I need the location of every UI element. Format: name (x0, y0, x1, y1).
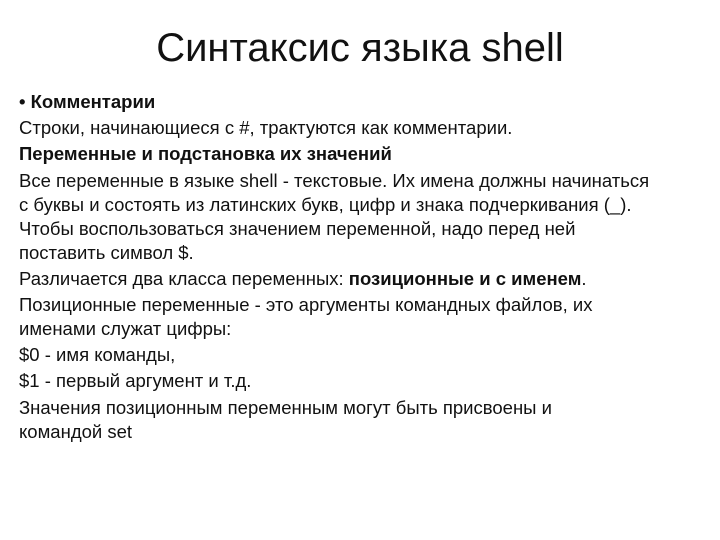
variables-line: с буквы и состоять из латинских букв, цифр и знака подчеркивания (_). (19, 193, 632, 215)
variables-line: Чтобы воспользоваться значением переменной, надо перед ней (19, 217, 576, 239)
classes-suffix: . (581, 267, 587, 289)
set-paragraph (19, 396, 709, 444)
set-line: Значения позиционным переменным могут быть присвоены и (19, 396, 552, 418)
positional-paragraph (19, 293, 709, 341)
heading-comments: • Комментарии (19, 91, 156, 112)
slide-title: Синтаксис языка shell (156, 26, 564, 70)
classes-prefix: Различается два класса переменных: (19, 267, 349, 289)
heading-variables: Переменные и подстановка их значений (19, 143, 392, 165)
positional-line: именами служат цифры: (19, 317, 232, 339)
variables-line: поставить символ $. (19, 241, 194, 263)
dollar0-line: $0 - имя команды, (19, 344, 176, 366)
set-line: командой set (19, 420, 133, 442)
variables-paragraph (19, 169, 709, 265)
classes-bold: позиционные и с именем (348, 267, 582, 289)
slide-content (19, 90, 709, 446)
classes-paragraph (19, 267, 709, 291)
positional-line: Позиционные переменные - это аргументы командных файлов, их (19, 293, 593, 315)
variables-line: Все переменные в языке shell - текстовые. Их имена должны начинаться (19, 169, 650, 191)
dollar1-line: $1 - первый аргумент и т.д. (19, 370, 252, 392)
comments-text: Строки, начинающиеся с #, трактуются как комментарии. (19, 117, 513, 139)
